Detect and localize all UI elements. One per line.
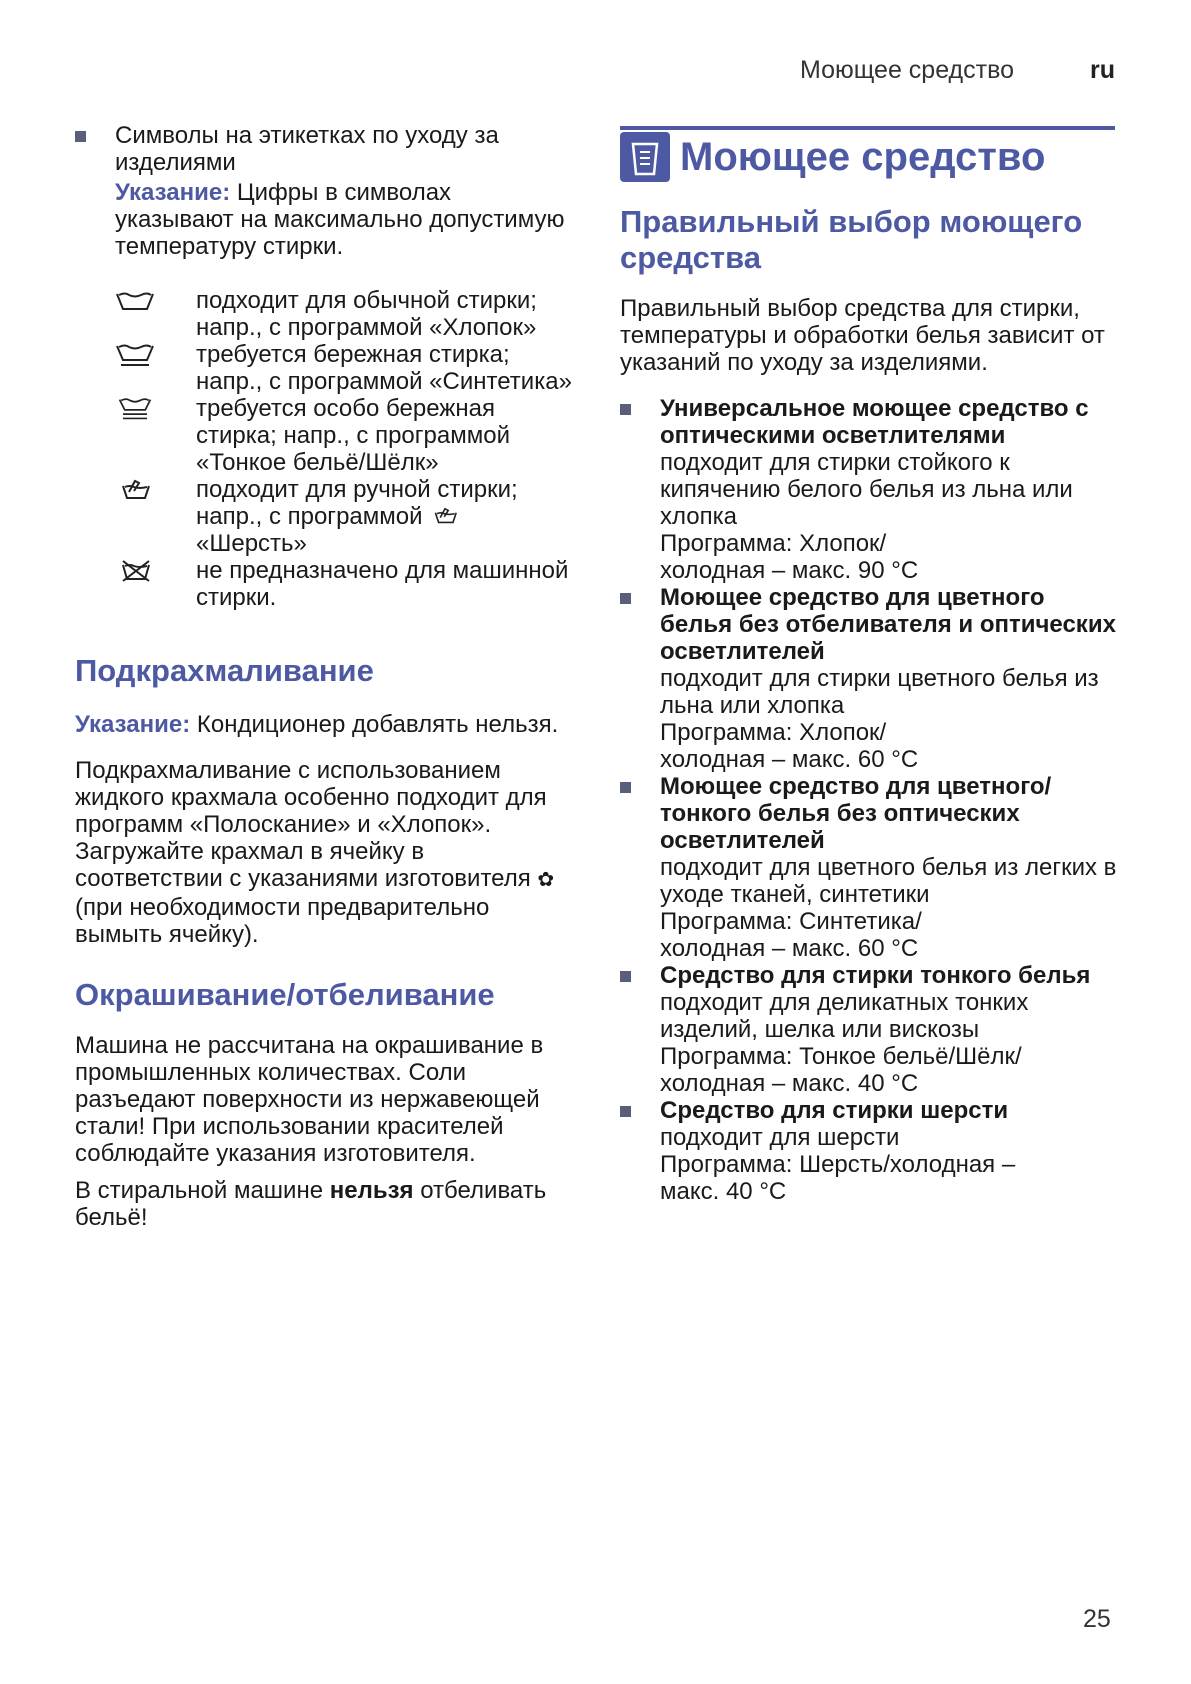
- main-heading: Моющее средство: [680, 135, 1046, 179]
- bleach-text-bold: нельзя: [329, 1177, 414, 1204]
- care-symbol-row: [75, 341, 575, 395]
- detergent-item: [620, 962, 1120, 1097]
- hand-wash-icon: [115, 478, 155, 502]
- note-text: Цифры в символах указывают на максимально допустимую температуру стирки.: [115, 179, 565, 260]
- page-number: 25: [1083, 1605, 1111, 1633]
- detergent-temp: холодная – макс. 60 °C: [660, 935, 919, 962]
- starch-para-after: (при необходимости предварительно вымыть ячейку).: [75, 894, 490, 948]
- bleach-text-after: отбеливать бельё!: [75, 1177, 547, 1231]
- temperature-note: [115, 179, 575, 260]
- detergent-desc: подходит для шерсти: [660, 1124, 900, 1151]
- care-symbols-text: Символы на этикетках по уходу за изделиями: [115, 122, 499, 176]
- main-heading-block: [620, 132, 1120, 182]
- right-column: [620, 126, 1120, 1205]
- care-symbol-row: [75, 557, 575, 611]
- wash-tub-icon: [115, 289, 155, 313]
- care-symbol-text: подходит для ручной стирки; напр., с программой: [196, 476, 518, 530]
- detergent-temp: холодная – макс. 90 °C: [660, 557, 919, 584]
- note-label: Указание:: [115, 179, 231, 206]
- flower-icon: ✿: [537, 869, 555, 891]
- detergent-desc: подходит для стирки цветного белья из льна или хлопка: [660, 665, 1099, 719]
- detergent-temp: холодная – макс. 40 °C: [660, 1070, 919, 1097]
- bullet-square-icon: [620, 1106, 631, 1117]
- care-symbol-row: [75, 395, 575, 476]
- detergent-item: [620, 584, 1120, 773]
- wash-tub-very-gentle-icon: [115, 397, 155, 421]
- detergent-cup-icon: [620, 132, 670, 182]
- care-symbol-list: [75, 287, 575, 611]
- hand-wash-inline-icon: [429, 506, 461, 526]
- care-symbol-text: подходит для обычной стирки; напр., с программой «Хлопок»: [196, 287, 537, 341]
- detergent-item: [620, 395, 1120, 584]
- bullet-square-icon: [620, 971, 631, 982]
- detergent-title: Моющее средство для цветного/ тонкого белья без оптических осветлителей: [660, 773, 1052, 854]
- detergent-program: Программа: Синтетика/: [660, 908, 922, 935]
- wash-tub-gentle-icon: [115, 343, 155, 367]
- detergent-program: Программа: Хлопок/: [660, 719, 887, 746]
- detergent-title: Моющее средство для цветного белья без отбеливателя и оптических осветлителей: [660, 584, 1116, 665]
- detergent-list: [620, 395, 1120, 1205]
- intro-paragraph: Правильный выбор средства для стирки, температуры и обработки белья зависит от указаний по уходу за изделиями.: [620, 295, 1105, 376]
- detergent-program: Программа: Хлопок/: [660, 530, 887, 557]
- detergent-item: [620, 773, 1120, 962]
- starch-paragraph: [75, 757, 575, 948]
- do-not-wash-icon: [115, 559, 155, 583]
- bullet-square-icon: [620, 782, 631, 793]
- care-symbol-text-after: «Шерсть»: [196, 530, 307, 557]
- care-symbol-text: требуется особо бережная стирка; напр., с программой «Тонкое бельё/Шёлк»: [196, 395, 510, 476]
- note-label: Указание:: [75, 711, 191, 738]
- dyeing-paragraph: Машина не рассчитана на окрашивание в промышленных количествах. Соли разъедают поверхности из нержавеющей стали! При использовании красителей соблюдайте указания изготовителя.: [75, 1032, 544, 1167]
- detergent-desc: подходит для деликатных тонких изделий, шелка или вискозы: [660, 989, 1029, 1043]
- detergent-desc: подходит для стирки стойкого к кипячению белого белья из льна или хлопка: [660, 449, 1073, 530]
- detergent-title: Средство для стирки тонкого белья: [660, 962, 1091, 989]
- bullet-square-icon: [75, 131, 86, 142]
- heading-rule: [620, 126, 1115, 130]
- header-language: ru: [1090, 56, 1115, 84]
- starch-para-before: Подкрахмаливание с использованием жидкого крахмала особенно подходит для программ «Полоскание» и «Хлопок». Загружайте крахмал в ячейку в соответствии с указаниями изготовителя: [75, 757, 547, 892]
- detergent-item: [620, 1097, 1120, 1205]
- header-section-title: Моющее средство: [800, 56, 1015, 84]
- bullet-square-icon: [620, 404, 631, 415]
- detergent-program: Программа: Тонкое бельё/Шёлк/: [660, 1043, 1022, 1070]
- detergent-title: Универсальное моющее средство с оптическими осветлителями: [660, 395, 1089, 449]
- care-symbol-text: не предназначено для машинной стирки.: [196, 557, 569, 611]
- detergent-title: Средство для стирки шерсти: [660, 1097, 1009, 1124]
- left-column: [75, 122, 575, 1231]
- sub-heading: Правильный выбор моющего средства: [620, 204, 1083, 275]
- detergent-temp: макс. 40 °C: [660, 1178, 787, 1205]
- care-symbol-row: [75, 476, 575, 557]
- care-symbol-text: требуется бережная стирка; напр., с программой «Синтетика»: [196, 341, 572, 395]
- starch-note: [75, 711, 575, 738]
- dyeing-heading: Окрашивание/отбеливание: [75, 977, 495, 1012]
- starch-note-text: Кондиционер добавлять нельзя.: [196, 711, 559, 738]
- detergent-program: Программа: Шерсть/холодная –: [660, 1151, 1016, 1178]
- starch-heading: Подкрахмаливание: [75, 653, 374, 688]
- bleach-paragraph: [75, 1177, 575, 1231]
- detergent-desc: подходит для цветного белья из легких в уходе тканей, синтетики: [660, 854, 1117, 908]
- detergent-temp: холодная – макс. 60 °C: [660, 746, 919, 773]
- bleach-text-before: В стиральной машине: [75, 1177, 324, 1204]
- care-symbols-bullet: [75, 122, 575, 260]
- bullet-square-icon: [620, 593, 631, 604]
- care-symbol-row: [75, 287, 575, 341]
